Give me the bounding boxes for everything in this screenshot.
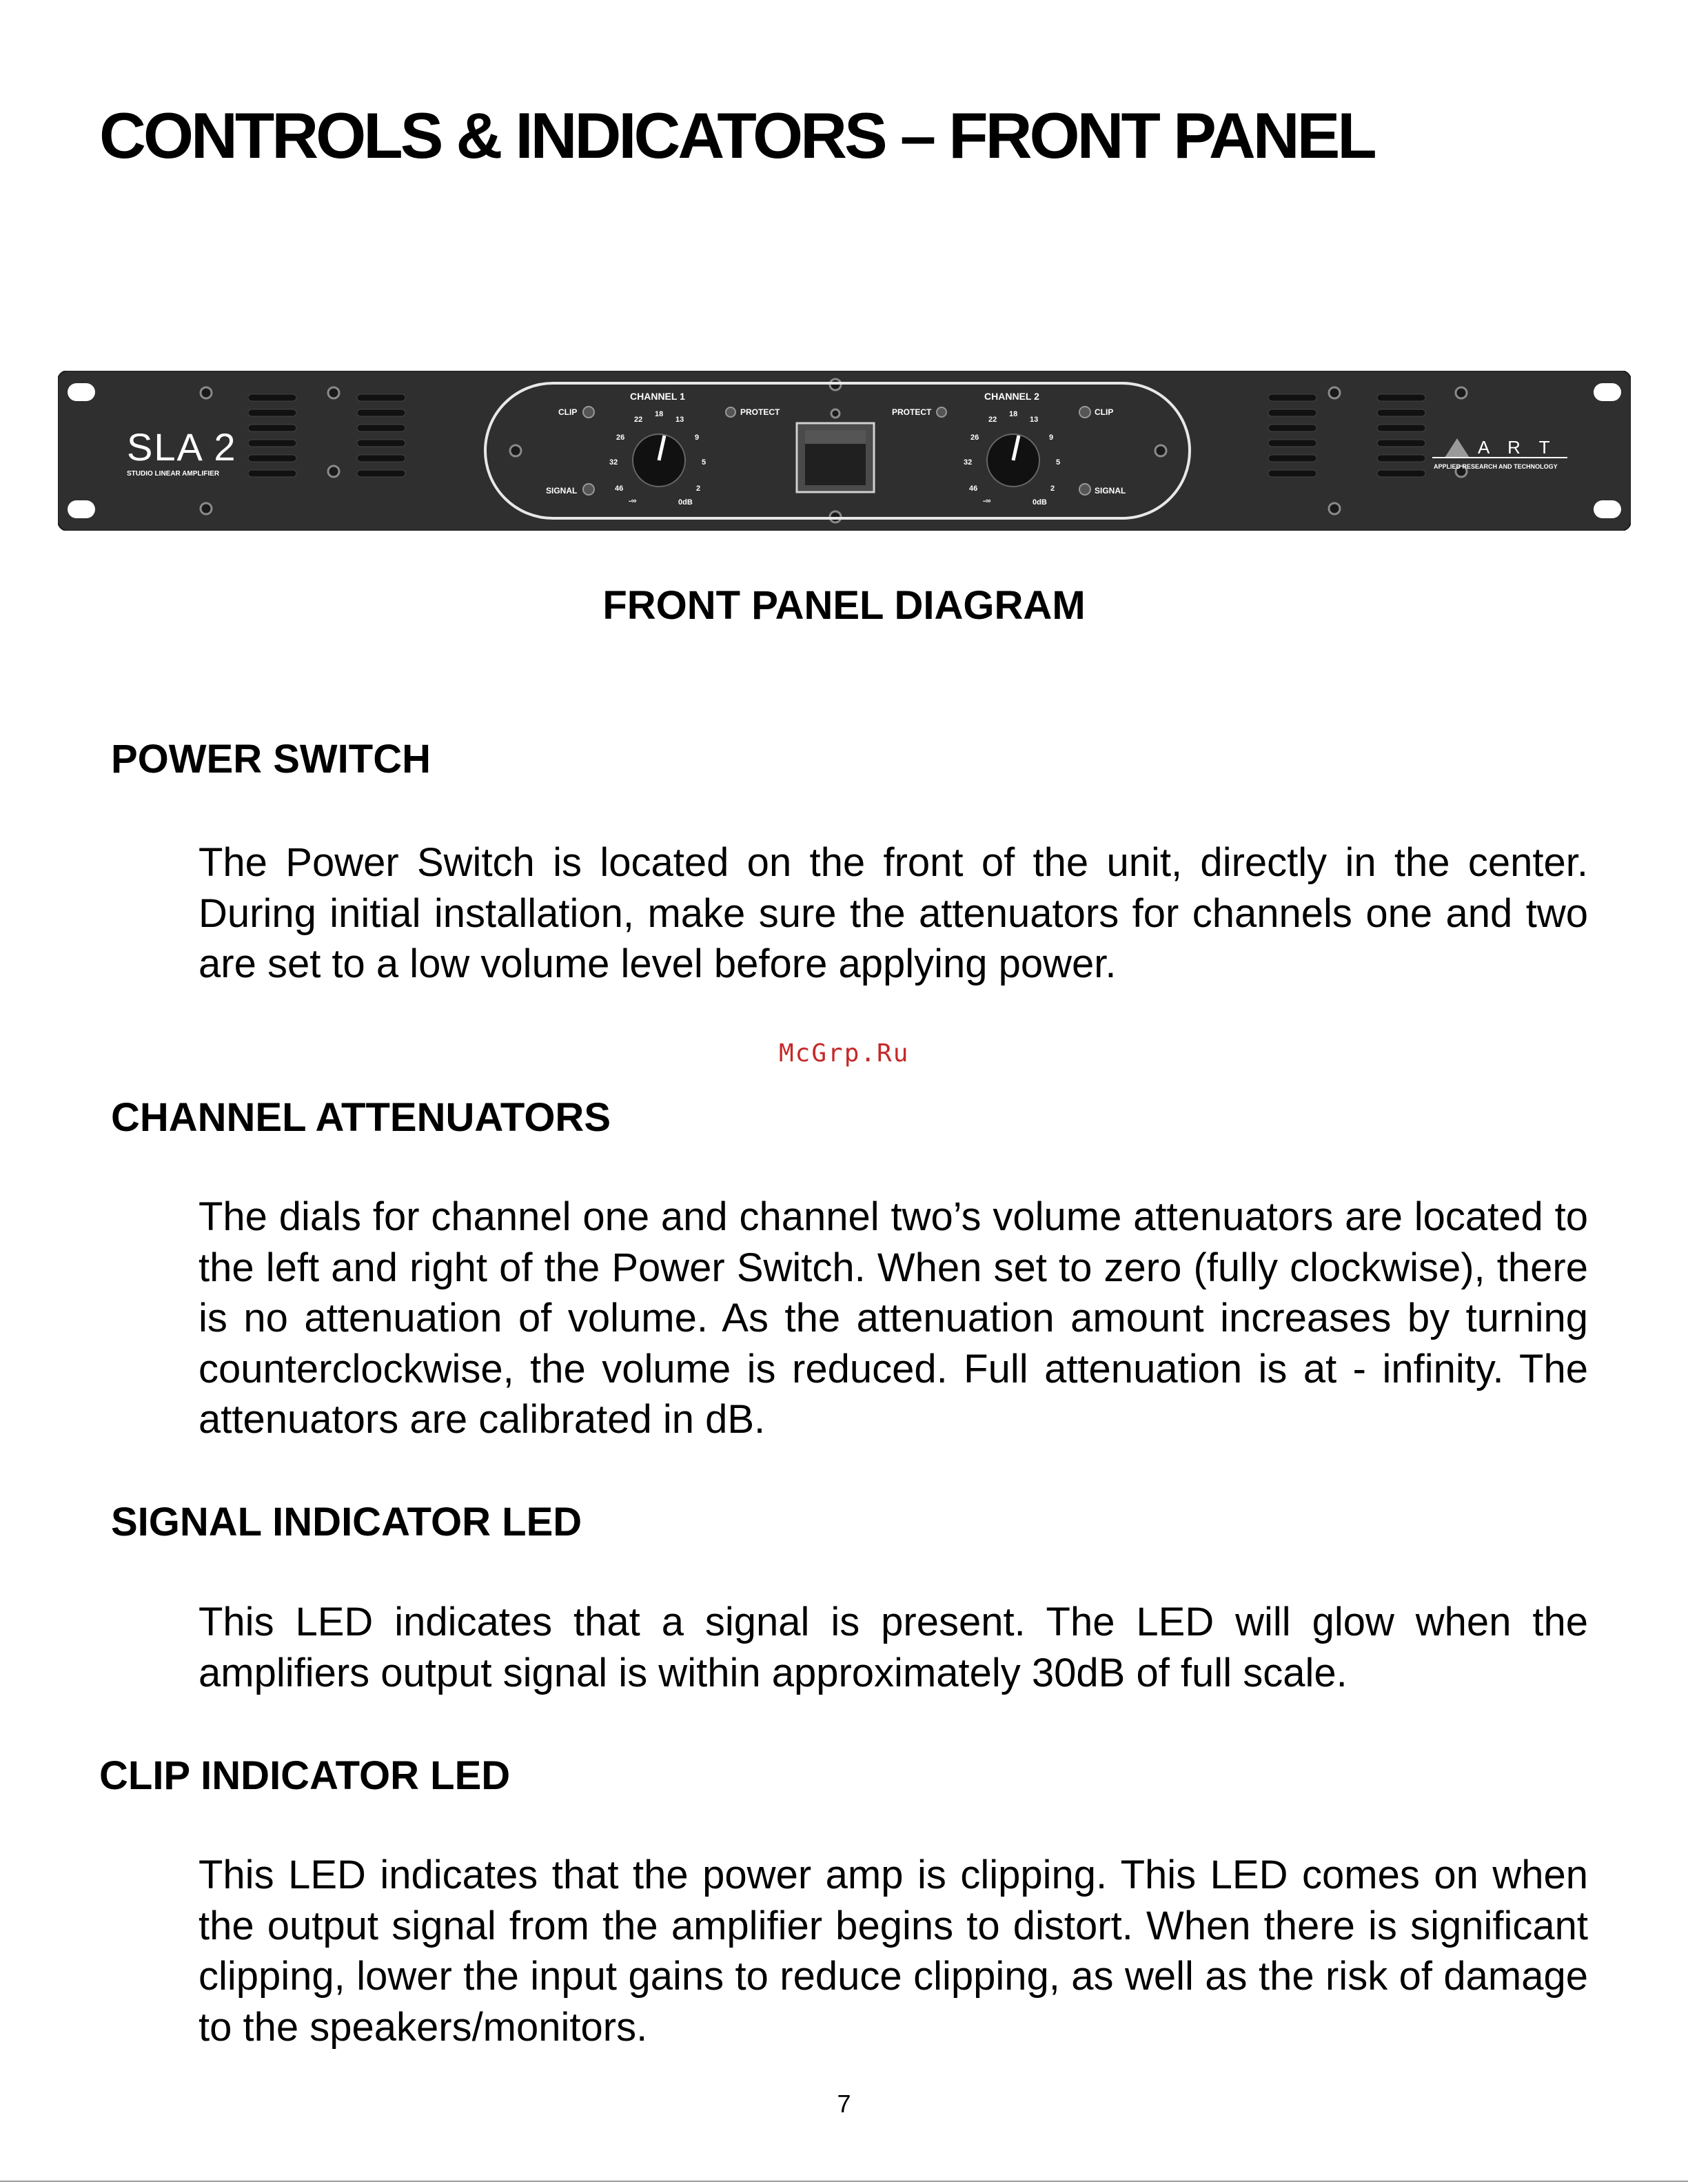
heading-signal-indicator-led: SIGNAL INDICATOR LED — [111, 1500, 582, 1544]
svg-text:5: 5 — [1056, 458, 1061, 467]
model-subtitle: STUDIO LINEAR AMPLIFIER — [127, 470, 220, 478]
svg-text:32: 32 — [609, 458, 618, 467]
svg-text:13: 13 — [1030, 416, 1039, 424]
body-power-switch: The Power Switch is located on the front of the unit, directly in the center. During initial installation, make sure the attenuators for channels one and two are set to a low volume level before applying power. — [199, 840, 1588, 986]
protect-led-ch2 — [937, 407, 946, 417]
bottom-rule — [0, 2181, 1688, 2182]
svg-text:13: 13 — [675, 416, 684, 424]
svg-text:18: 18 — [1009, 410, 1018, 418]
svg-text:-∞: -∞ — [629, 497, 637, 505]
model-logo: SLA 2 — [127, 425, 237, 469]
rack-hole-right-top — [1594, 383, 1621, 401]
watermark: McGrp.Ru — [779, 1039, 910, 1068]
protect-label-ch1: PROTECT — [740, 407, 780, 417]
svg-text:9: 9 — [695, 433, 700, 442]
svg-text:18: 18 — [655, 410, 664, 418]
page-title: CONTROLS & INDICATORS – FRONT PANEL — [99, 99, 1374, 172]
signal-label-ch2: SIGNAL — [1095, 486, 1126, 496]
svg-text:-∞: -∞ — [983, 497, 991, 505]
channel2-label: CHANNEL 2 — [984, 391, 1039, 402]
rack-hole-left-bottom — [68, 500, 95, 518]
heading-channel-attenuators: CHANNEL ATTENUATORS — [111, 1095, 611, 1140]
svg-text:2: 2 — [696, 484, 701, 493]
rack-hole-left-top — [68, 383, 95, 401]
heading-clip-indicator-led: CLIP INDICATOR LED — [99, 1753, 511, 1798]
signal-led-ch1 — [583, 484, 594, 495]
protect-led-ch1 — [726, 407, 735, 417]
heading-power-switch: POWER SWITCH — [111, 737, 431, 782]
body-channel-attenuators: The dials for channel one and channel two’s volume attenuators are located to the left and right of the Power Switch. When set to zero (fully clockwise), there is no attenuation of volume. As the attenuation amount increases by turning counterclockwise, the volume is reduced. Full attenuation is at - infinity. The attenuators are calibrated in dB. — [199, 1194, 1588, 1442]
front-panel-diagram — [58, 371, 1631, 531]
channel1-label: CHANNEL 1 — [630, 391, 685, 402]
svg-text:0dB: 0dB — [1033, 498, 1047, 507]
svg-text:46: 46 — [615, 484, 624, 493]
svg-text:9: 9 — [1049, 433, 1054, 442]
brand-logo: A R T — [1478, 437, 1557, 458]
svg-text:0dB: 0dB — [678, 498, 693, 507]
brand-subtitle: APPLIED RESEARCH AND TECHNOLOGY — [1434, 463, 1558, 470]
channel2-dial[interactable] — [987, 434, 1039, 487]
body-signal-indicator-led: This LED indicates that a signal is present. The LED will glow when the amplifiers output signal is within approximately 30dB of full scale. — [199, 1600, 1588, 1695]
svg-text:2: 2 — [1050, 484, 1055, 493]
svg-text:22: 22 — [634, 416, 643, 424]
clip-led-ch1 — [583, 407, 594, 418]
rack-hole-right-bottom — [1594, 500, 1621, 518]
svg-text:32: 32 — [964, 458, 973, 467]
signal-led-ch2 — [1079, 484, 1090, 495]
svg-text:26: 26 — [616, 433, 625, 442]
svg-text:5: 5 — [702, 458, 706, 467]
signal-label-ch1: SIGNAL — [546, 486, 578, 496]
clip-label-ch1: CLIP — [558, 407, 578, 417]
svg-text:26: 26 — [970, 433, 979, 442]
protect-label-ch2: PROTECT — [892, 407, 932, 417]
channel1-dial[interactable] — [633, 434, 685, 487]
svg-text:22: 22 — [988, 416, 997, 424]
page-number: 7 — [837, 2090, 851, 2118]
diagram-caption: FRONT PANEL DIAGRAM — [602, 583, 1086, 628]
power-switch[interactable] — [797, 423, 874, 492]
body-clip-indicator-led: This LED indicates that the power amp is clipping. This LED comes on when the output signal from the amplifier begins to distort. When there is significant clipping, lower the input gains to reduce clipping, as well as the risk of damage to the speakers/monitors. — [199, 1853, 1588, 2050]
clip-led-ch2 — [1079, 407, 1090, 418]
clip-label-ch2: CLIP — [1095, 407, 1114, 417]
svg-text:46: 46 — [969, 484, 978, 493]
